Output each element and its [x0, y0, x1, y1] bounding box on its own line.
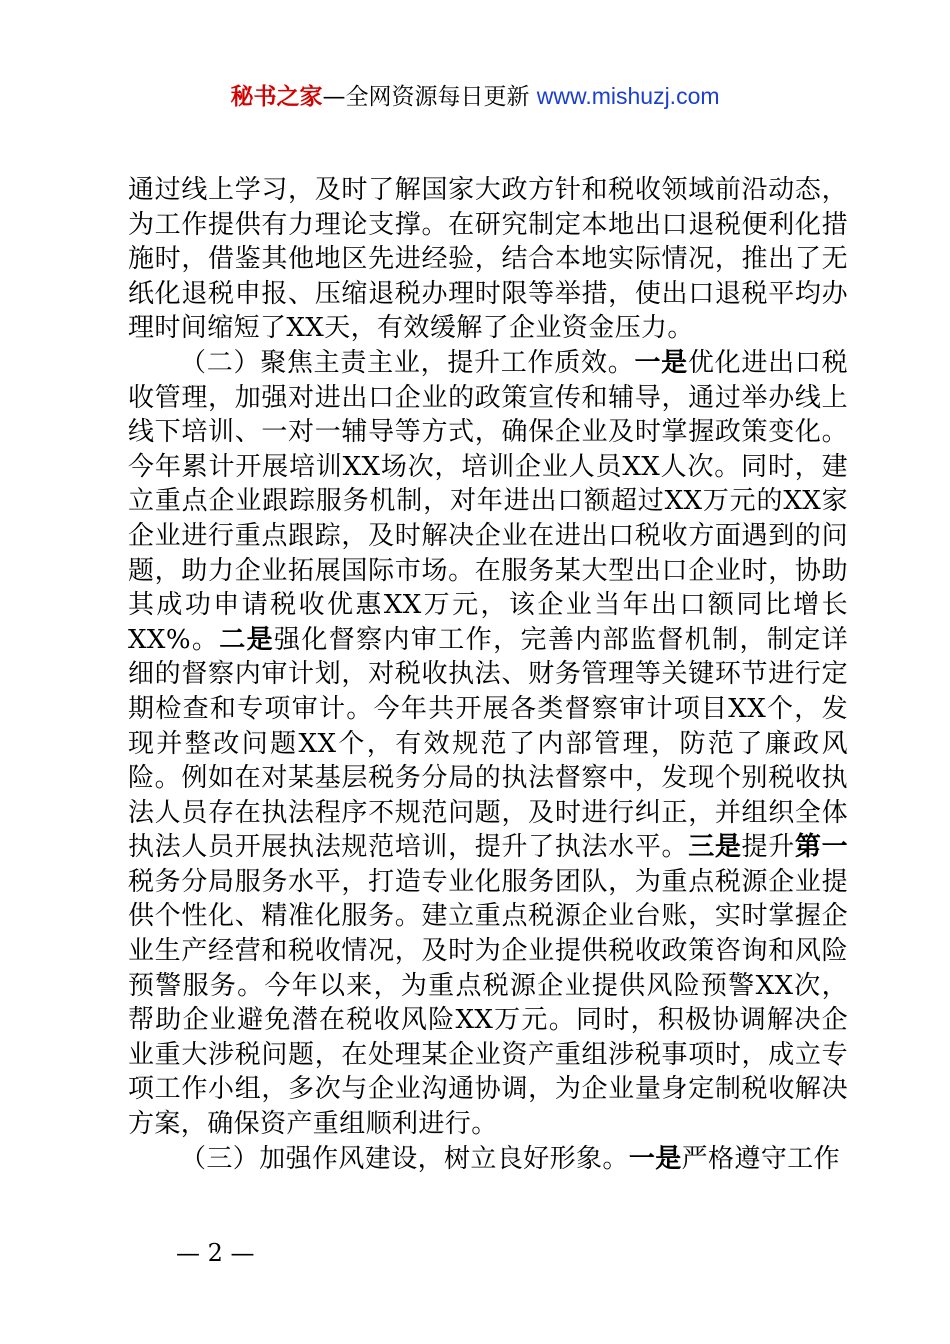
paragraph-text: 优化进出口税收管理，加强对进出口企业的政策宣传和辅导，通过举办线上线下培训、一对一辅导等方式，确保企业及时掌握政策变化。今年累计开展培训XX场次，培训企业人员XX人次。同时，建立重点企业跟踪服务机制，对年进出口额超过XX万元的XX家企业进行重点跟踪，及时解决企业在进出口税收方面遇到的问题，助力企业拓展国际市场。在服务某大型出口企业时，协助其成功申请税收优惠XX万元，该企业当年出口额同比增长XX%。	[128, 347, 848, 655]
site-banner	[0, 78, 950, 115]
bold-marker: 三是	[688, 832, 742, 863]
paragraph-section-three	[128, 1142, 848, 1177]
bold-marker: 第一	[794, 832, 848, 863]
document-body	[128, 173, 848, 1176]
bold-marker: 一是	[628, 1143, 682, 1174]
site-url-link[interactable]: www.mishuzj.com	[536, 83, 720, 109]
site-brand: 秘书之家	[230, 84, 323, 110]
paragraph-continuation	[128, 173, 848, 346]
paragraph-text: 严格遵守工作	[681, 1143, 841, 1174]
bold-marker: 二是	[219, 624, 275, 655]
paragraph-section-two	[128, 346, 848, 1142]
bold-marker: 一是	[634, 347, 688, 378]
section-heading: （三）加强作风建设，树立良好形象。	[180, 1143, 629, 1174]
paragraph-text: 提升	[741, 832, 795, 863]
paragraph-text: 强化督察内审工作，完善内部监督机制，制定详细的督察内审计划，对税收执法、财务管理等关键环节进行定期检查和专项审计。今年共开展各类督察审计项目XX个，发现并整改问题XX个，有效规范了内部管理，防范了廉政风险。例如在对某基层税务分局的执法督察中，发现个别税收执法人员存在执法程序不规范问题，及时进行纠正，并组织全体执法人员开展执法规范培训，提升了执法水平。	[128, 624, 848, 863]
section-heading: （二）聚焦主责主业，提升工作质效。	[180, 347, 635, 378]
paragraph-text: 通过线上学习，及时了解国家大政方针和税收领域前沿动态，为工作提供有力理论支撑。在研究制定本地出口退税便利化措施时，借鉴其他地区先进经验，结合本地实际情况，推出了无纸化退税申报、压缩退税办理时限等举措，使出口退税平均办理时间缩短了XX天，有效缓解了企业资金压力。	[128, 175, 848, 344]
paragraph-text: 税务分局服务水平，打造专业化服务团队，为重点税源企业提供个性化、精准化服务。建立重点税源企业台账，实时掌握企业生产经营和税收情况，及时为企业提供税收政策咨询和风险预警服务。今年以来，为重点税源企业提供风险预警XX次，帮助企业避免潜在税收风险XX万元。同时，积极协调解决企业重大涉税问题，在处理某企业资产重组涉税事项时，成立专项工作小组，多次与企业沟通协调，为企业量身定制税收解决方案，确保资产重组顺利进行。	[128, 866, 848, 1140]
page-number: — 2 —	[176, 1239, 255, 1267]
site-tagline: —全网资源每日更新	[322, 84, 537, 110]
